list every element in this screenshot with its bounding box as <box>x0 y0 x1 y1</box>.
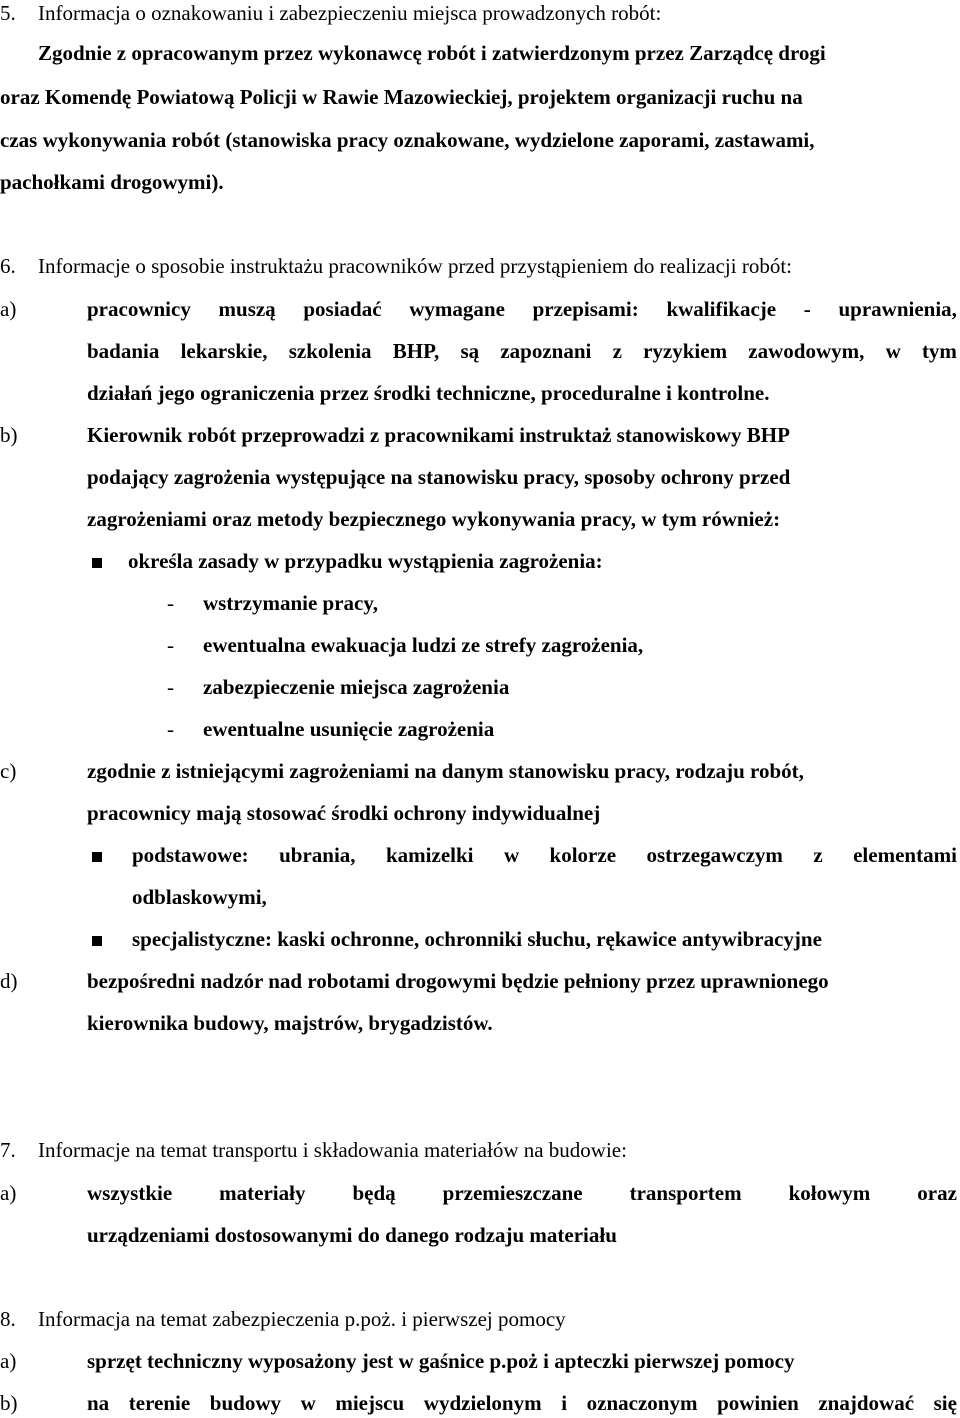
item-6c-line: zgodnie z istniejącymi zagrożeniami na danym stanowisku pracy, rodzaju robót, <box>87 759 804 783</box>
square-bullet-icon <box>92 926 102 952</box>
dash-marker: - <box>167 633 174 657</box>
section-6-number: 6. <box>0 254 16 278</box>
section-5-body-line: oraz Komendę Powiatową Policji w Rawie Mazowieckiej, projektem organizacji ruchu na <box>0 85 803 109</box>
item-letter: c) <box>0 759 17 783</box>
item-letter: a) <box>0 1181 17 1205</box>
item-6d-line: bezpośredni nadzór nad robotami drogowymi będzie pełniony przez uprawnionego <box>87 969 829 993</box>
bullet-text: określa zasady w przypadku wystąpienia zagrożenia: <box>128 549 603 573</box>
section-5-body-line: czas wykonywania robót (stanowiska pracy oznakowane, wydzielone zaporami, zastawami, <box>0 128 815 152</box>
square-bullet-icon <box>92 548 102 574</box>
item-6a-line: pracownicy muszą posiadać wymagane przepisami: kwalifikacje - uprawnienia, <box>87 297 957 321</box>
dash-item: zabezpieczenie miejsca zagrożenia <box>203 675 510 699</box>
section-5-body-line: pachołkami drogowymi). <box>0 170 224 194</box>
section-6-heading: Informacje o sposobie instruktażu pracowników przed przystąpieniem do realizacji robót: <box>38 254 792 278</box>
item-letter: a) <box>0 1349 17 1373</box>
item-letter: b) <box>0 423 18 447</box>
bullet-text: podstawowe: ubrania, kamizelki w kolorze ostrzegawczym z elementami <box>132 843 957 867</box>
dash-marker: - <box>167 591 174 615</box>
dash-item: ewentualne usunięcie zagrożenia <box>203 717 495 741</box>
section-7-number: 7. <box>0 1138 16 1162</box>
dash-marker: - <box>167 717 174 741</box>
item-8a-line: sprzęt techniczny wyposażony jest w gaśnice p.poż i apteczki pierwszej pomocy <box>87 1349 795 1373</box>
bullet-text: specjalistyczne: kaski ochronne, ochronniki słuchu, rękawice antywibracyjne <box>132 927 822 951</box>
section-5-body-line: Zgodnie z opracowanym przez wykonawcę robót i zatwierdzonym przez Zarządcę drogi <box>38 41 826 65</box>
dash-item: wstrzymanie pracy, <box>203 591 378 615</box>
item-6a-line: badania lekarskie, szkolenia BHP, są zapoznani z ryzykiem zawodowym, w tym <box>87 339 957 363</box>
item-6b-line: zagrożeniami oraz metody bezpiecznego wykonywania pracy, w tym również: <box>87 507 781 531</box>
item-7a-line: wszystkie materiały będą przemieszczane transportem kołowym oraz <box>87 1181 957 1205</box>
bullet-text: odblaskowymi, <box>132 885 267 909</box>
item-letter: d) <box>0 969 18 993</box>
item-8b-line: na terenie budowy w miejscu wydzielonym i oznaczonym powinien znajdować się <box>87 1391 957 1415</box>
dash-marker: - <box>167 675 174 699</box>
section-8-number: 8. <box>0 1307 16 1331</box>
square-bullet-icon <box>92 842 102 868</box>
item-letter: b) <box>0 1391 18 1415</box>
section-5-heading: Informacja o oznakowaniu i zabezpieczeniu miejsca prowadzonych robót: <box>38 1 662 25</box>
item-6b-line: podający zagrożenia występujące na stanowisku pracy, sposoby ochrony przed <box>87 465 791 489</box>
item-7a-line: urządzeniami dostosowanymi do danego rodzaju materiału <box>87 1223 617 1247</box>
item-6c-line: pracownicy mają stosować środki ochrony indywidualnej <box>87 801 601 825</box>
item-6d-line: kierownika budowy, majstrów, brygadzistów. <box>87 1011 493 1035</box>
section-8-heading: Informacja na temat zabezpieczenia p.poż. i pierwszej pomocy <box>38 1307 566 1331</box>
item-letter: a) <box>0 297 17 321</box>
item-6a-line: działań jego ograniczenia przez środki techniczne, proceduralne i kontrolne. <box>87 381 770 405</box>
item-6b-line: Kierownik robót przeprowadzi z pracownikami instruktaż stanowiskowy BHP <box>87 423 790 447</box>
dash-item: ewentualna ewakuacja ludzi ze strefy zagrożenia, <box>203 633 644 657</box>
section-5-number: 5. <box>0 1 16 25</box>
section-7-heading: Informacje na temat transportu i składowania materiałów na budowie: <box>38 1138 627 1162</box>
